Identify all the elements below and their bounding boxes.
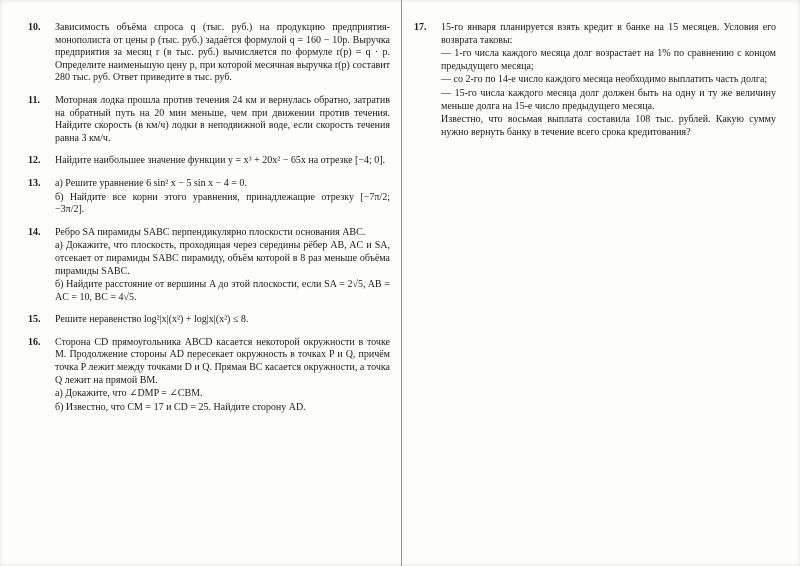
problem-paragraph: Сторона CD прямоугольника ABCD касается некоторой окружности в точке M. Продолжение стороны AD пересекает окружность в точках P и Q, причём точка P лежит между точками D и Q. Прямая BC касается окружности, а точка Q лежит на прямой BM.	[55, 336, 390, 386]
problem-10	[28, 22, 390, 86]
problem-paragraph: Моторная лодка прошла против течения 24 км и вернулась обратно, затратив на обратный путь на 20 мин меньше, чем при движении против течения. Найдите скорость (в км/ч) лодки в неподвижной воде, если скорость течения равна 3 км/ч.	[55, 94, 390, 144]
problem-paragraph: Решите неравенство log²|x|(x²) + log|x|(x²) ≤ 8.	[55, 314, 249, 326]
problem-11	[28, 95, 390, 146]
problem-17	[414, 22, 776, 140]
problem-paragraph: 15-го января планируется взять кредит в банке на 15 месяцев. Условия его возврата таковы:	[441, 22, 776, 46]
problem-number: 16.	[28, 336, 41, 348]
problem-paragraph: — со 2-го по 14-е число каждого месяца необходимо выплатить часть долга;	[441, 74, 768, 86]
problem-number: 17.	[414, 22, 427, 33]
problem-paragraph: а) Решите уравнение 6 sin² x − 5 sin x − 4 = 0.	[55, 177, 247, 189]
problem-paragraph: а) Докажите, что ∠DMP = ∠CBM.	[55, 388, 203, 400]
problem-text	[55, 178, 390, 218]
problem-15	[28, 314, 390, 328]
problem-paragraph: б) Найдите расстояние от вершины A до этой плоскости, если SA = 2√5, AB = AC = 10, BC = 4√5.	[55, 279, 390, 303]
problem-paragraph: а) Докажите, что плоскость, проходящая через середины рёбер AB, AC и SA, отсекает от пирамиды SABC пирамиду, объём которой в 8 раз меньше объёма пирамиды SABC.	[55, 240, 390, 277]
right-column	[414, 22, 776, 149]
problem-paragraph: б) Найдите все корни этого уравнения, принадлежащие отрезку [−7π/2; −3π/2].	[55, 191, 390, 216]
problem-number: 10.	[28, 22, 41, 33]
problem-paragraph: Найдите наибольшее значение функции y = x³ + 20x² − 65x на отрезке [−4; 0].	[55, 155, 386, 167]
problem-number: 14.	[28, 226, 41, 238]
problem-12	[28, 155, 390, 169]
problem-text	[55, 314, 390, 328]
problem-14	[28, 227, 390, 306]
column-divider	[401, 0, 402, 566]
problem-paragraph: — 1-го числа каждого месяца долг возрастает на 1% по сравнению с концом предыдущего месяца;	[441, 48, 776, 72]
problem-paragraph: Известно, что восьмая выплата составила 108 тыс. рублей. Какую сумму нужно вернуть банку в течение всего срока кредитования?	[441, 114, 776, 138]
problem-number: 15.	[28, 314, 41, 326]
problem-text	[55, 227, 390, 306]
problem-paragraph: — 15-го числа каждого месяца долг должен быть на одну и ту же величину меньше долга на 15-е число предыдущего месяца.	[441, 87, 776, 112]
left-column	[28, 22, 390, 424]
problem-text	[441, 22, 776, 140]
problem-text	[55, 22, 390, 86]
problem-16	[28, 337, 390, 416]
problem-text	[55, 155, 390, 169]
problem-number: 13.	[28, 177, 41, 189]
problem-text	[55, 95, 390, 146]
problem-text	[55, 337, 390, 416]
problem-paragraph: б) Известно, что CM = 17 и CD = 25. Найдите сторону AD.	[55, 401, 306, 413]
problem-number: 11.	[28, 94, 40, 106]
problem-paragraph: Зависимость объёма спроса q (тыс. руб.) на продукцию предприятия-монополиста от цены p (тыс. руб.) задаётся формулой q = 160 − 10p. Выручка предприятия за месяц r (в тыс. руб.) вычисляется по формуле r(p) = q · p. Определите наименьшую цену p, при которой месячная выручка r(p) составит 280 тыс. руб. Ответ приведите в тыс. руб.	[55, 22, 390, 84]
problem-paragraph: Ребро SA пирамиды SABC перпендикулярно плоскости основания ABC.	[55, 226, 366, 238]
problem-13	[28, 178, 390, 218]
problem-number: 12.	[28, 155, 41, 167]
